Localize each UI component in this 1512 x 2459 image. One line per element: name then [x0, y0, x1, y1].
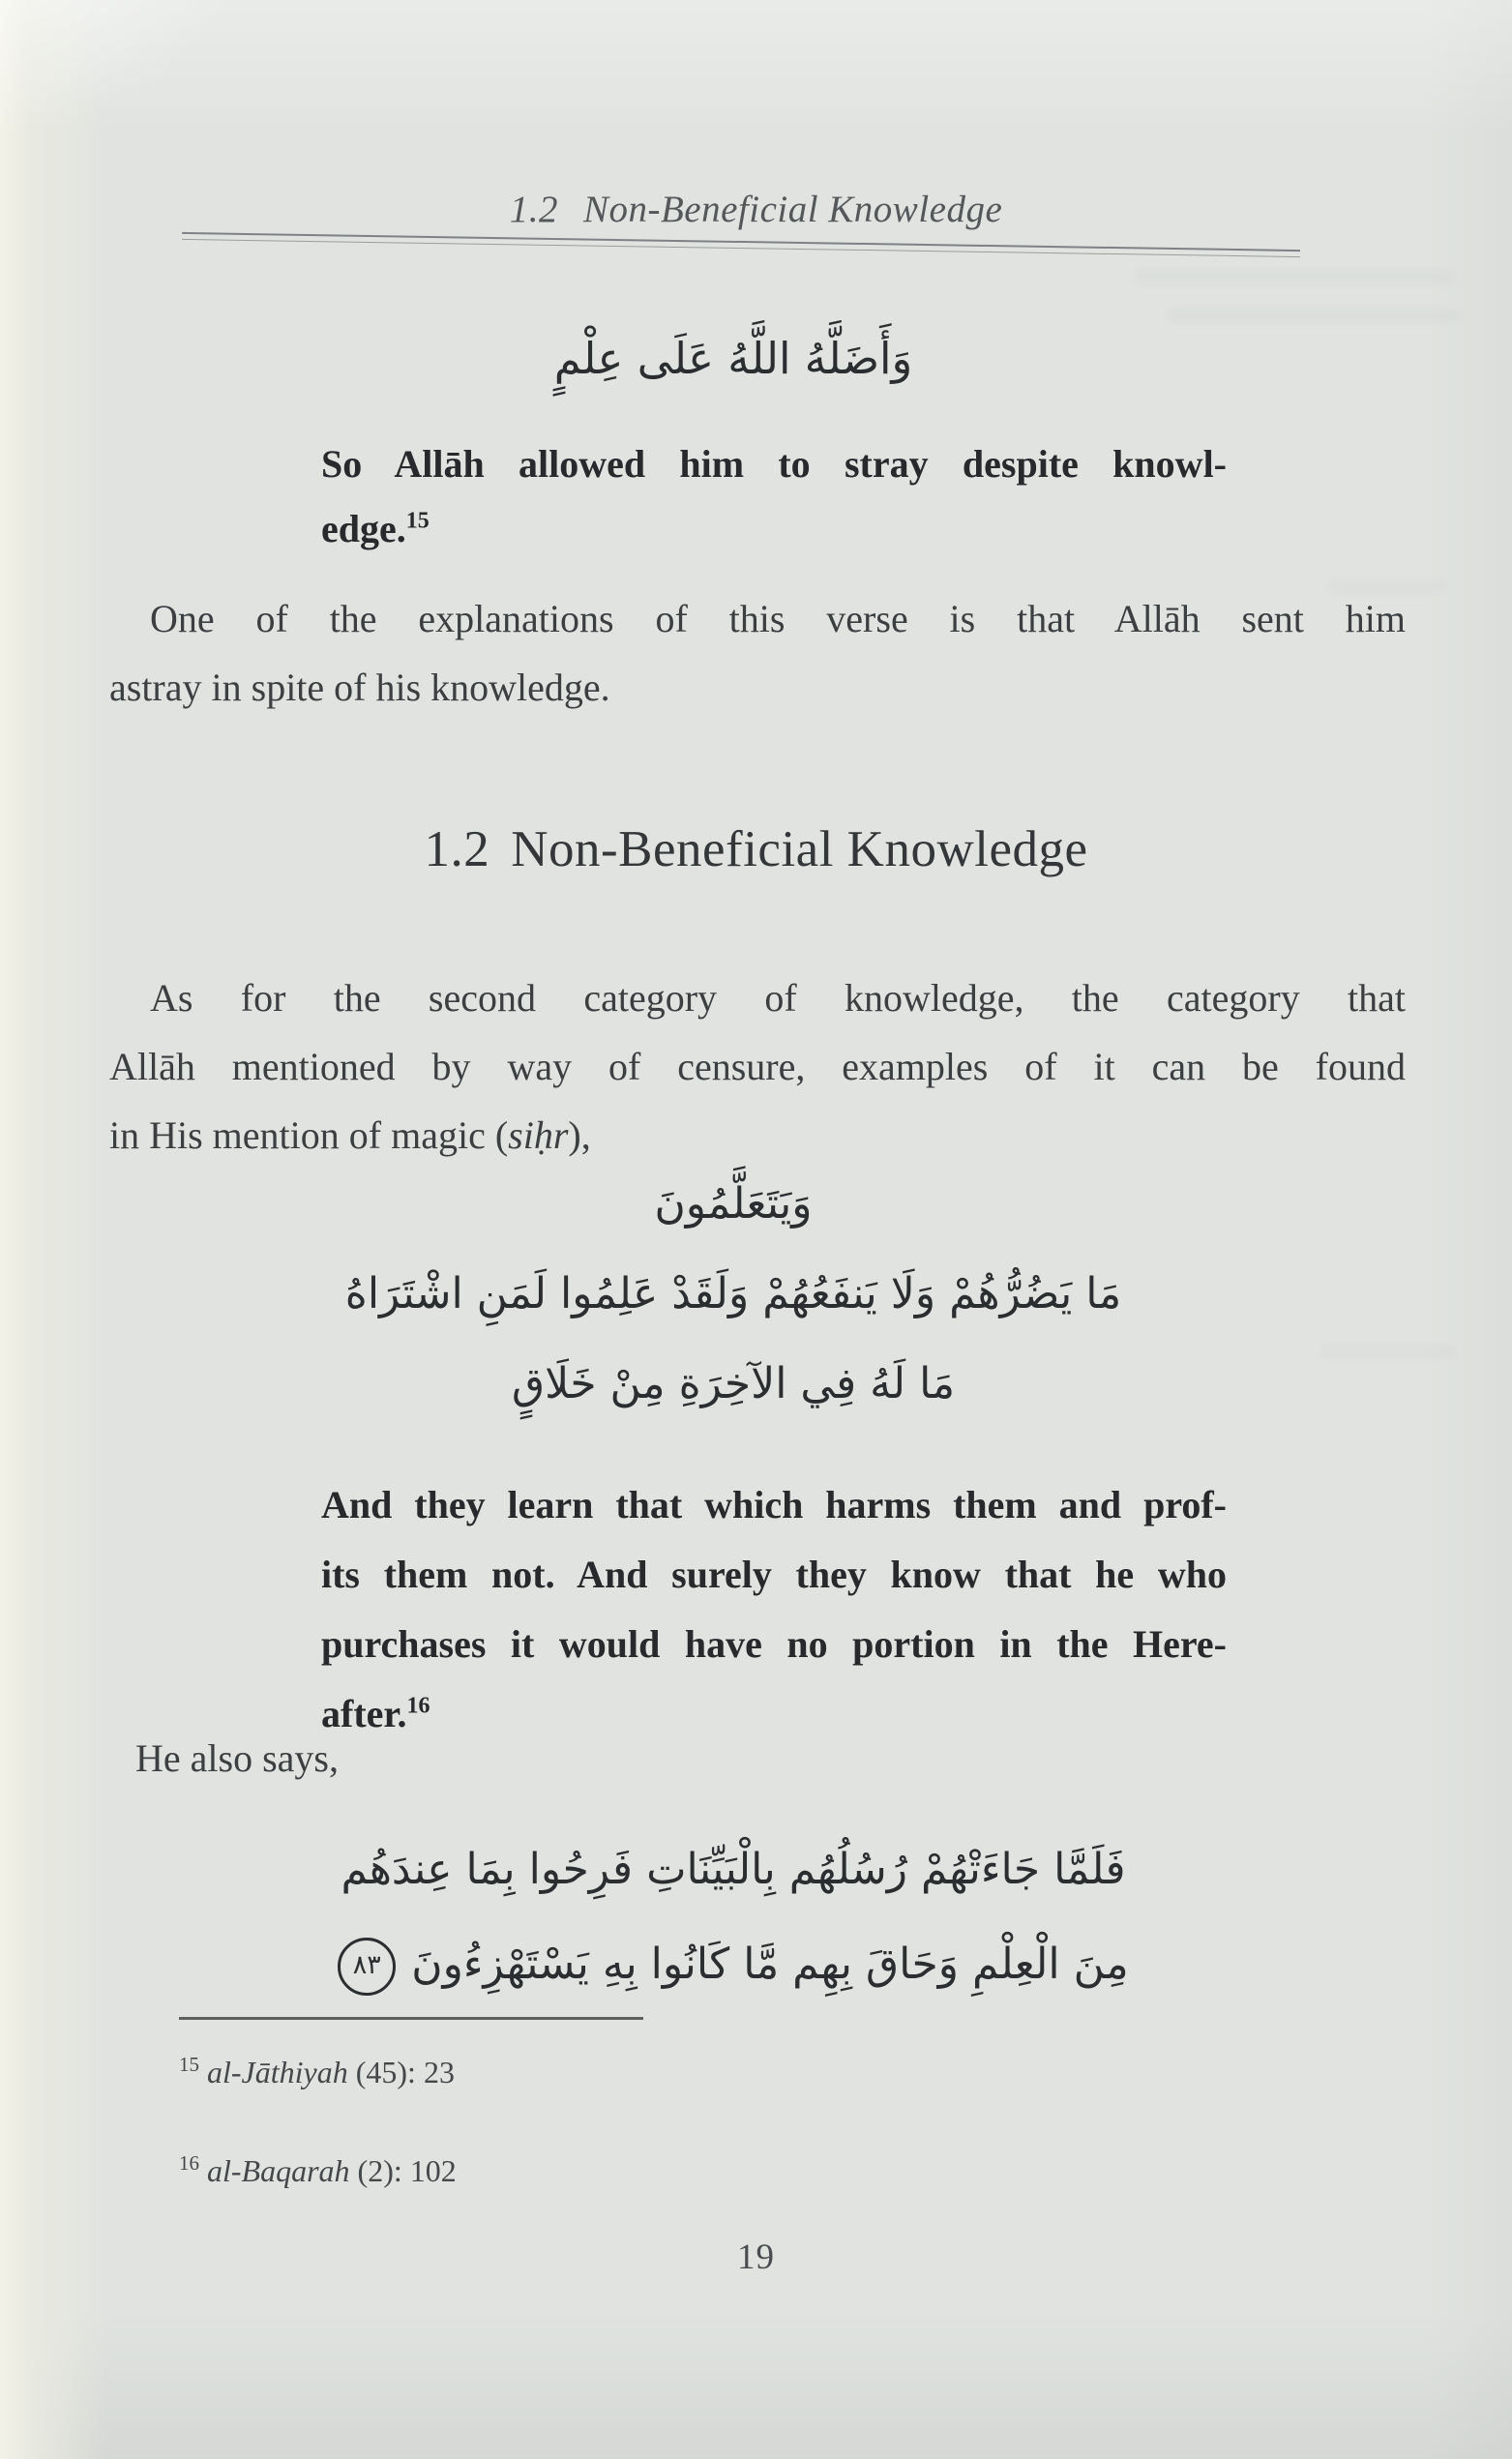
running-header-title: Non-Beneficial Knowledge	[582, 189, 1003, 230]
footnote-number: 15	[179, 2053, 199, 2077]
quote-line: purchases it would have no portion in the Here-	[321, 1622, 1227, 1666]
quote-block-2	[321, 1470, 1227, 1749]
quote-block-1	[321, 431, 1227, 561]
quote-line	[321, 496, 1227, 561]
footnote-source: al-Baqarah	[207, 2153, 350, 2188]
footnote-number: 16	[179, 2151, 199, 2176]
bleed-through-artifact	[1135, 269, 1454, 284]
lead-in-text: He also says,	[135, 1736, 339, 1780]
footnote-15	[179, 2055, 455, 2090]
arabic-text-run: مِنَ الْعِلْمِ وَحَاقَ بِهِم مَّا كَانُوا بِهِ يَسْتَهْزِءُونَ	[411, 1940, 1129, 1989]
arabic-line	[109, 1917, 1357, 2012]
arabic-line: فَلَمَّا جَاءَتْهُمْ رُسُلُهُم بِالْبَيِّنَاتِ فَرِحُوا بِمَا عِندَهُم	[341, 1845, 1126, 1894]
footnote-16	[179, 2153, 457, 2189]
footnote-ref-16: 16	[406, 1693, 430, 1719]
paragraph-line: One of the explanations of this verse is that Allāh sent him	[150, 597, 1406, 640]
section-heading-number: 1.2	[424, 821, 490, 877]
text-run: edge.	[321, 507, 406, 550]
paragraph-line: As for the second category of knowledge, the category that	[150, 976, 1406, 1020]
arabic-verse-3	[109, 1822, 1357, 2012]
text-run: in His mention of magic (	[109, 1113, 509, 1157]
quote-line: And they learn that which harms them and prof-	[321, 1483, 1227, 1526]
footnote-ref-15: 15	[405, 508, 430, 534]
arabic-verse-1: وَأَضَلَّهُ اللَّهُ عَلَى عِلْمٍ	[553, 333, 913, 384]
text-run: after.	[321, 1692, 407, 1735]
arabic-line: وَيَتَعَلَّمُونَ	[654, 1179, 813, 1229]
transliteration-sihr: siḥr	[508, 1113, 569, 1157]
footnote-rule	[179, 2017, 643, 2020]
arabic-line: مَا يَضُرُّهُمْ وَلَا يَنفَعُهُمْ وَلَقَدْ عَلِمُوا لَمَنِ اشْتَرَاهُ	[344, 1269, 1122, 1318]
arabic-verse-2	[109, 1159, 1357, 1429]
footnote-citation: (2): 102	[357, 2153, 457, 2188]
arabic-line: مَا لَهُ فِي الآخِرَةِ مِنْ خَلَاقٍ	[511, 1359, 956, 1408]
paragraph-1	[109, 584, 1406, 722]
section-heading	[0, 820, 1512, 878]
paragraph-2	[109, 963, 1406, 1170]
section-heading-title: Non-Beneficial Knowledge	[511, 821, 1088, 877]
running-header-section-number: 1.2	[509, 189, 558, 230]
quote-line: So Allāh allowed him to stray despite knowl-	[321, 442, 1227, 486]
page-number: 19	[737, 2237, 775, 2277]
quote-line: its them not. And surely they know that he who	[321, 1553, 1227, 1596]
running-header	[0, 188, 1512, 231]
ayah-number-marker: ٨٣	[338, 1938, 396, 1996]
footnote-source: al-Jāthiyah	[207, 2055, 348, 2089]
paragraph-line: astray in spite of his knowledge.	[109, 666, 610, 709]
text-run: ),	[568, 1113, 591, 1157]
paragraph-line: Allāh mentioned by way of censure, examples of it can be found	[109, 1045, 1406, 1088]
header-rule	[182, 232, 1300, 257]
quote-line	[321, 1679, 1227, 1749]
footnote-citation: (45): 23	[355, 2055, 455, 2089]
